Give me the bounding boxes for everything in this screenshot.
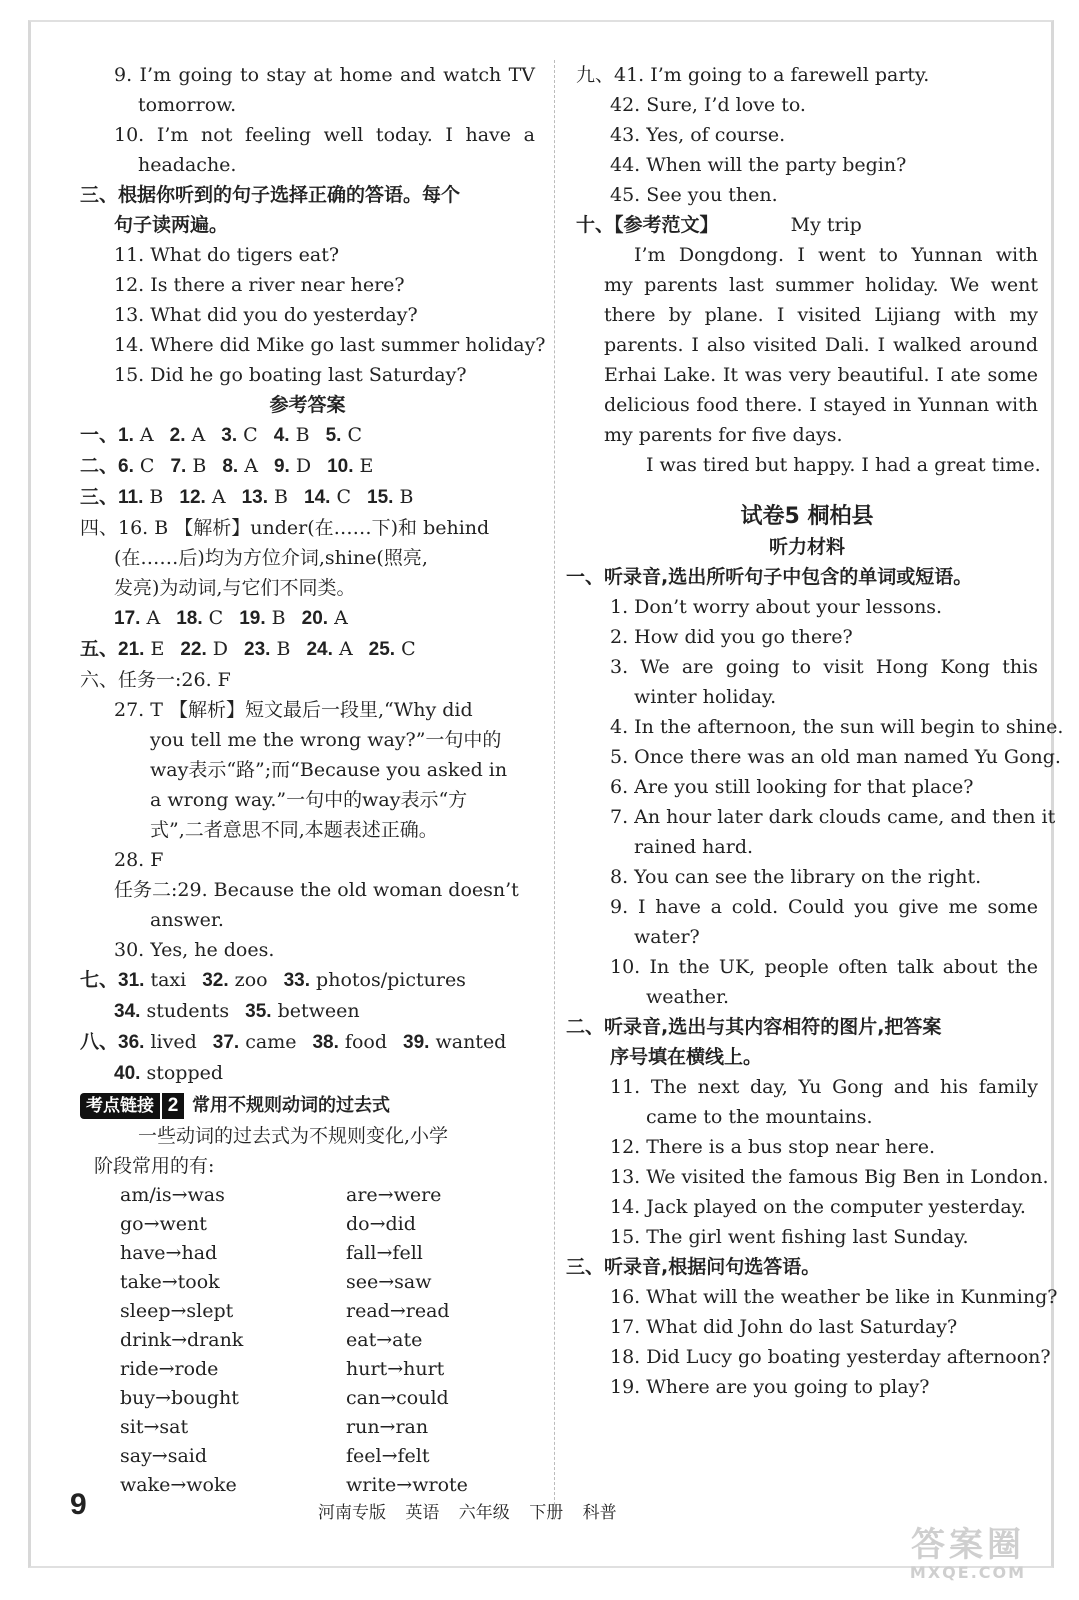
answer-explanation: a wrong way.”一句中的way表示“方 — [150, 789, 468, 811]
verb-pair: fall→fell — [346, 1242, 423, 1264]
answer-row — [80, 482, 535, 513]
answer-value: A — [328, 607, 348, 629]
right-column — [566, 60, 1064, 1402]
key-point-number: 2 — [160, 1093, 184, 1119]
verb-pair: do→did — [346, 1213, 416, 1235]
answer-value: B — [289, 424, 310, 446]
verb-pair: see→saw — [346, 1271, 432, 1293]
listening-item: 4. In the afternoon, the sun will begin to shine. — [610, 716, 1064, 738]
answer-value: stopped — [140, 1062, 224, 1084]
answer-explanation: answer. — [150, 909, 224, 931]
answer-number: 12. — [179, 487, 206, 508]
answer-row — [80, 603, 535, 634]
answer-number: 13. — [241, 487, 268, 508]
answer-number: 4. — [273, 425, 290, 446]
answer-explanation: 六、任务一:26. F — [80, 669, 231, 691]
answer-value: A — [133, 424, 154, 446]
page-footer — [70, 1490, 1030, 1530]
answer-number: 38. — [312, 1032, 339, 1053]
listening-item: 2. How did you go there? — [610, 626, 853, 648]
answer-line: 42. Sure, I’d love to. — [610, 94, 806, 116]
verb-pair: take→took — [120, 1271, 220, 1293]
verb-pair: sit→sat — [120, 1416, 189, 1438]
answer-number: 9. — [273, 456, 290, 477]
answer-number: 22. — [180, 639, 207, 660]
answer-value: C — [237, 424, 258, 446]
answer-explanation: 发亮)为动词,与它们不同类。 — [114, 577, 356, 599]
listening-item: 3. We are going to visit Hong Kong this — [610, 656, 1038, 678]
answer-value: A — [185, 424, 206, 446]
listening-item: 15. The girl went fishing last Sunday. — [610, 1226, 969, 1248]
answer-number: 10. — [327, 456, 354, 477]
answer-value: A — [140, 607, 161, 629]
section-heading: 序号填在横线上。 — [610, 1046, 763, 1068]
verb-pair: say→said — [120, 1445, 208, 1467]
answer-number: 39. — [403, 1032, 430, 1053]
answer-number: 一、1. — [80, 425, 134, 446]
verb-pair: read→read — [346, 1300, 450, 1322]
answer-number: 三、11. — [80, 487, 144, 508]
essay-line: I was tired but happy. I had a great time. — [646, 454, 1041, 476]
verb-pair: am/is→was — [120, 1184, 225, 1206]
answer-value: B — [270, 638, 291, 660]
answer-explanation: 27. T 【解析】短文最后一段里,“Why did — [114, 699, 473, 721]
answer-value: between — [271, 1000, 360, 1022]
answer-row — [80, 634, 535, 665]
listening-item: 18. Did Lucy go boating yesterday afternoon? — [610, 1346, 1051, 1368]
listening-item: 14. Jack played on the computer yesterday. — [610, 1196, 1026, 1218]
verb-pair: can→could — [346, 1387, 449, 1409]
essay-line: my parents for five days. — [604, 424, 843, 446]
listening-line: 10. I’m not feeling well today. I have a — [114, 124, 535, 146]
answer-number: 8. — [222, 456, 239, 477]
page-number: 9 — [70, 1488, 87, 1521]
essay-title: My trip — [790, 214, 862, 236]
footer-text: 河南专版 英语 六年级 下册 科普 — [318, 1503, 617, 1523]
answer-explanation: 四、16. B 【解析】under(在……下)和 behind — [80, 517, 490, 539]
answer-line: 45. See you then. — [610, 184, 778, 206]
verb-pair: buy→bought — [120, 1387, 239, 1409]
answer-value: taxi — [144, 969, 187, 991]
listening-item: 10. In the UK, people often talk about the — [610, 956, 1038, 978]
answer-value: photos/pictures — [310, 969, 466, 991]
listening-item: 8. You can see the library on the right. — [610, 866, 982, 888]
essay-label: 十、【参考范文】 — [576, 214, 719, 236]
watermark-logo — [883, 1526, 1053, 1586]
answer-number: 15. — [367, 487, 394, 508]
answer-value: E — [353, 455, 374, 477]
listening-line: headache. — [138, 154, 237, 176]
answer-value: C — [202, 607, 224, 629]
verb-pair: feel→felt — [346, 1445, 430, 1467]
listening-item: came to the mountains. — [646, 1106, 873, 1128]
key-point-banner — [80, 1091, 535, 1121]
answer-value: lived — [144, 1031, 197, 1053]
section-heading: 句子读两遍。 — [114, 214, 229, 236]
listening-line: 9. I’m going to stay at home and watch TV — [114, 64, 535, 86]
answer-value: students — [140, 1000, 230, 1022]
answer-row — [80, 996, 535, 1027]
answer-number: 18. — [176, 608, 203, 629]
answer-number: 二、6. — [80, 456, 134, 477]
answer-value: A — [205, 486, 226, 508]
listening-item: 11. The next day, Yu Gong and his family — [610, 1076, 1038, 1098]
answer-number: 32. — [202, 970, 229, 991]
answer-explanation: 式”,二者意思不同,本题表述正确。 — [150, 819, 438, 841]
listening-item: weather. — [646, 986, 729, 1008]
answer-value: E — [144, 638, 165, 660]
listening-item: 9. I have a cold. Could you give me some — [610, 896, 1038, 918]
answer-number: 20. — [301, 608, 329, 629]
answer-value: B — [393, 486, 414, 508]
verb-pair: eat→ate — [346, 1329, 423, 1351]
answer-number: 7. — [170, 456, 187, 477]
question: 13. What did you do yesterday? — [114, 304, 418, 326]
verb-list — [80, 1181, 535, 1500]
verb-pair: ride→rode — [120, 1358, 219, 1380]
listening-item: 1. Don’t worry about your lessons. — [610, 596, 943, 618]
answer-number: 19. — [239, 608, 266, 629]
essay-line: I’m Dongdong. I went to Yunnan with — [634, 244, 1038, 266]
answer-number: 40. — [114, 1063, 141, 1084]
answer-row — [80, 451, 535, 482]
left-column — [80, 60, 546, 1500]
answer-value: B — [143, 486, 164, 508]
answer-explanation: 28. F — [114, 849, 164, 871]
listening-item: 17. What did John do last Saturday? — [610, 1316, 958, 1338]
key-point-intro: 一些动词的过去式为不规则变化,小学 — [138, 1125, 449, 1147]
answer-value: zoo — [228, 969, 268, 991]
key-point-intro: 阶段常用的有: — [94, 1155, 215, 1177]
answer-number: 3. — [221, 425, 238, 446]
answer-value: D — [206, 638, 229, 660]
answer-value: C — [395, 638, 416, 660]
question: 14. Where did Mike go last summer holiday? — [114, 334, 546, 356]
verb-pair: have→had — [120, 1242, 218, 1264]
verb-pair: run→ran — [346, 1416, 429, 1438]
answer-number: 七、31. — [80, 970, 145, 991]
answer-line: 44. When will the party begin? — [610, 154, 907, 176]
listening-item: 5. Once there was an old man named Yu Gong. — [610, 746, 1061, 768]
section-heading: 二、听录音,选出与其内容相符的图片,把答案 — [566, 1016, 942, 1038]
answer-number: 34. — [114, 1001, 141, 1022]
listening-line: tomorrow. — [138, 94, 237, 116]
answers-title: 参考答案 — [269, 394, 346, 416]
answer-number: 17. — [114, 608, 141, 629]
answer-explanation: you tell me the wrong way?”一句中的 — [150, 729, 502, 751]
essay-line: parents. I also visited Dali. I walked around — [604, 334, 1038, 356]
section-heading: 一、听录音,选出所听句子中包含的单词或短语。 — [566, 566, 973, 588]
answer-number: 八、36. — [80, 1032, 145, 1053]
column-divider — [554, 60, 555, 1510]
answer-number: 24. — [306, 639, 333, 660]
listening-item: 13. We visited the famous Big Ben in London. — [610, 1166, 1049, 1188]
question: 11. What do tigers eat? — [114, 244, 340, 266]
question: 15. Did he go boating last Saturday? — [114, 364, 467, 386]
answer-explanation: (在……后)均为方位介词,shine(照亮, — [114, 547, 428, 569]
listening-item: 6. Are you still looking for that place? — [610, 776, 974, 798]
answer-number: 五、21. — [80, 639, 145, 660]
answer-line: 九、41. I’m going to a farewell party. — [576, 64, 930, 86]
essay-line: there by plane. I visited Lijiang with my — [604, 304, 1038, 326]
answer-value: A — [238, 455, 258, 477]
listening-item: 16. What will the weather be like in Kunming? — [610, 1286, 1058, 1308]
listening-item: water? — [634, 926, 700, 948]
listening-item: 12. There is a bus stop near here. — [610, 1136, 936, 1158]
answer-value: A — [332, 638, 353, 660]
answer-value: C — [341, 424, 362, 446]
answer-number: 2. — [169, 425, 186, 446]
verb-pair: are→were — [346, 1184, 442, 1206]
verb-pair: write→wrote — [346, 1474, 468, 1496]
answer-number: 37. — [212, 1032, 240, 1053]
essay-line: my parents last summer holiday. We went — [604, 274, 1038, 296]
answer-value: B — [265, 607, 286, 629]
verb-pair: sleep→slept — [120, 1300, 234, 1322]
listening-item: 7. An hour later dark clouds came, and then it — [610, 806, 1056, 828]
verb-pair: wake→woke — [120, 1474, 237, 1496]
key-point-badge: 考点链接 — [80, 1093, 160, 1119]
listening-item: 19. Where are you going to play? — [610, 1376, 930, 1398]
answer-value: C — [133, 455, 155, 477]
answer-value: came — [239, 1031, 297, 1053]
answer-value: C — [330, 486, 352, 508]
essay-line: Erhai Lake. It was very beautiful. I ate some — [604, 364, 1038, 386]
answer-number: 33. — [283, 970, 310, 991]
watermark-text: 答案圈 — [911, 1525, 1025, 1565]
answer-value: wanted — [429, 1031, 507, 1053]
answer-explanation: 任务二:29. Because the old woman doesn’t — [114, 879, 519, 901]
answer-number: 35. — [245, 1001, 272, 1022]
answer-row — [80, 420, 535, 451]
section-heading: 三、根据你听到的句子选择正确的答语。每个 — [80, 184, 461, 206]
paper-title: 试卷5 桐柏县 — [740, 504, 874, 529]
verb-pair: go→went — [120, 1213, 207, 1235]
answer-explanation: way表示“路”;而“Because you asked in — [150, 759, 508, 781]
answer-value: D — [289, 455, 312, 477]
verb-pair: drink→drank — [120, 1329, 244, 1351]
answer-number: 5. — [325, 425, 342, 446]
answer-number: 23. — [244, 639, 271, 660]
answer-value: B — [186, 455, 207, 477]
answer-value: B — [268, 486, 289, 508]
answer-row — [80, 1058, 535, 1089]
answer-row — [80, 965, 535, 996]
answer-row — [80, 1027, 535, 1058]
essay-heading — [576, 210, 1038, 240]
listening-title: 听力材料 — [768, 536, 845, 558]
answer-explanation: 30. Yes, he does. — [114, 939, 275, 961]
watermark-url: MXQE.COM — [909, 1563, 1027, 1582]
verb-pair: hurt→hurt — [346, 1358, 445, 1380]
answer-line: 43. Yes, of course. — [610, 124, 786, 146]
key-point-title: 常用不规则动词的过去式 — [192, 1095, 390, 1116]
answer-value: food — [338, 1031, 388, 1053]
listening-item: winter holiday. — [634, 686, 777, 708]
essay-line: delicious food there. I stayed in Yunnan with — [604, 394, 1038, 416]
question: 12. Is there a river near here? — [114, 274, 405, 296]
listening-item: rained hard. — [634, 836, 754, 858]
answer-number: 25. — [368, 639, 396, 660]
section-heading: 三、听录音,根据问句选答语。 — [566, 1256, 821, 1278]
answer-number: 14. — [304, 487, 331, 508]
